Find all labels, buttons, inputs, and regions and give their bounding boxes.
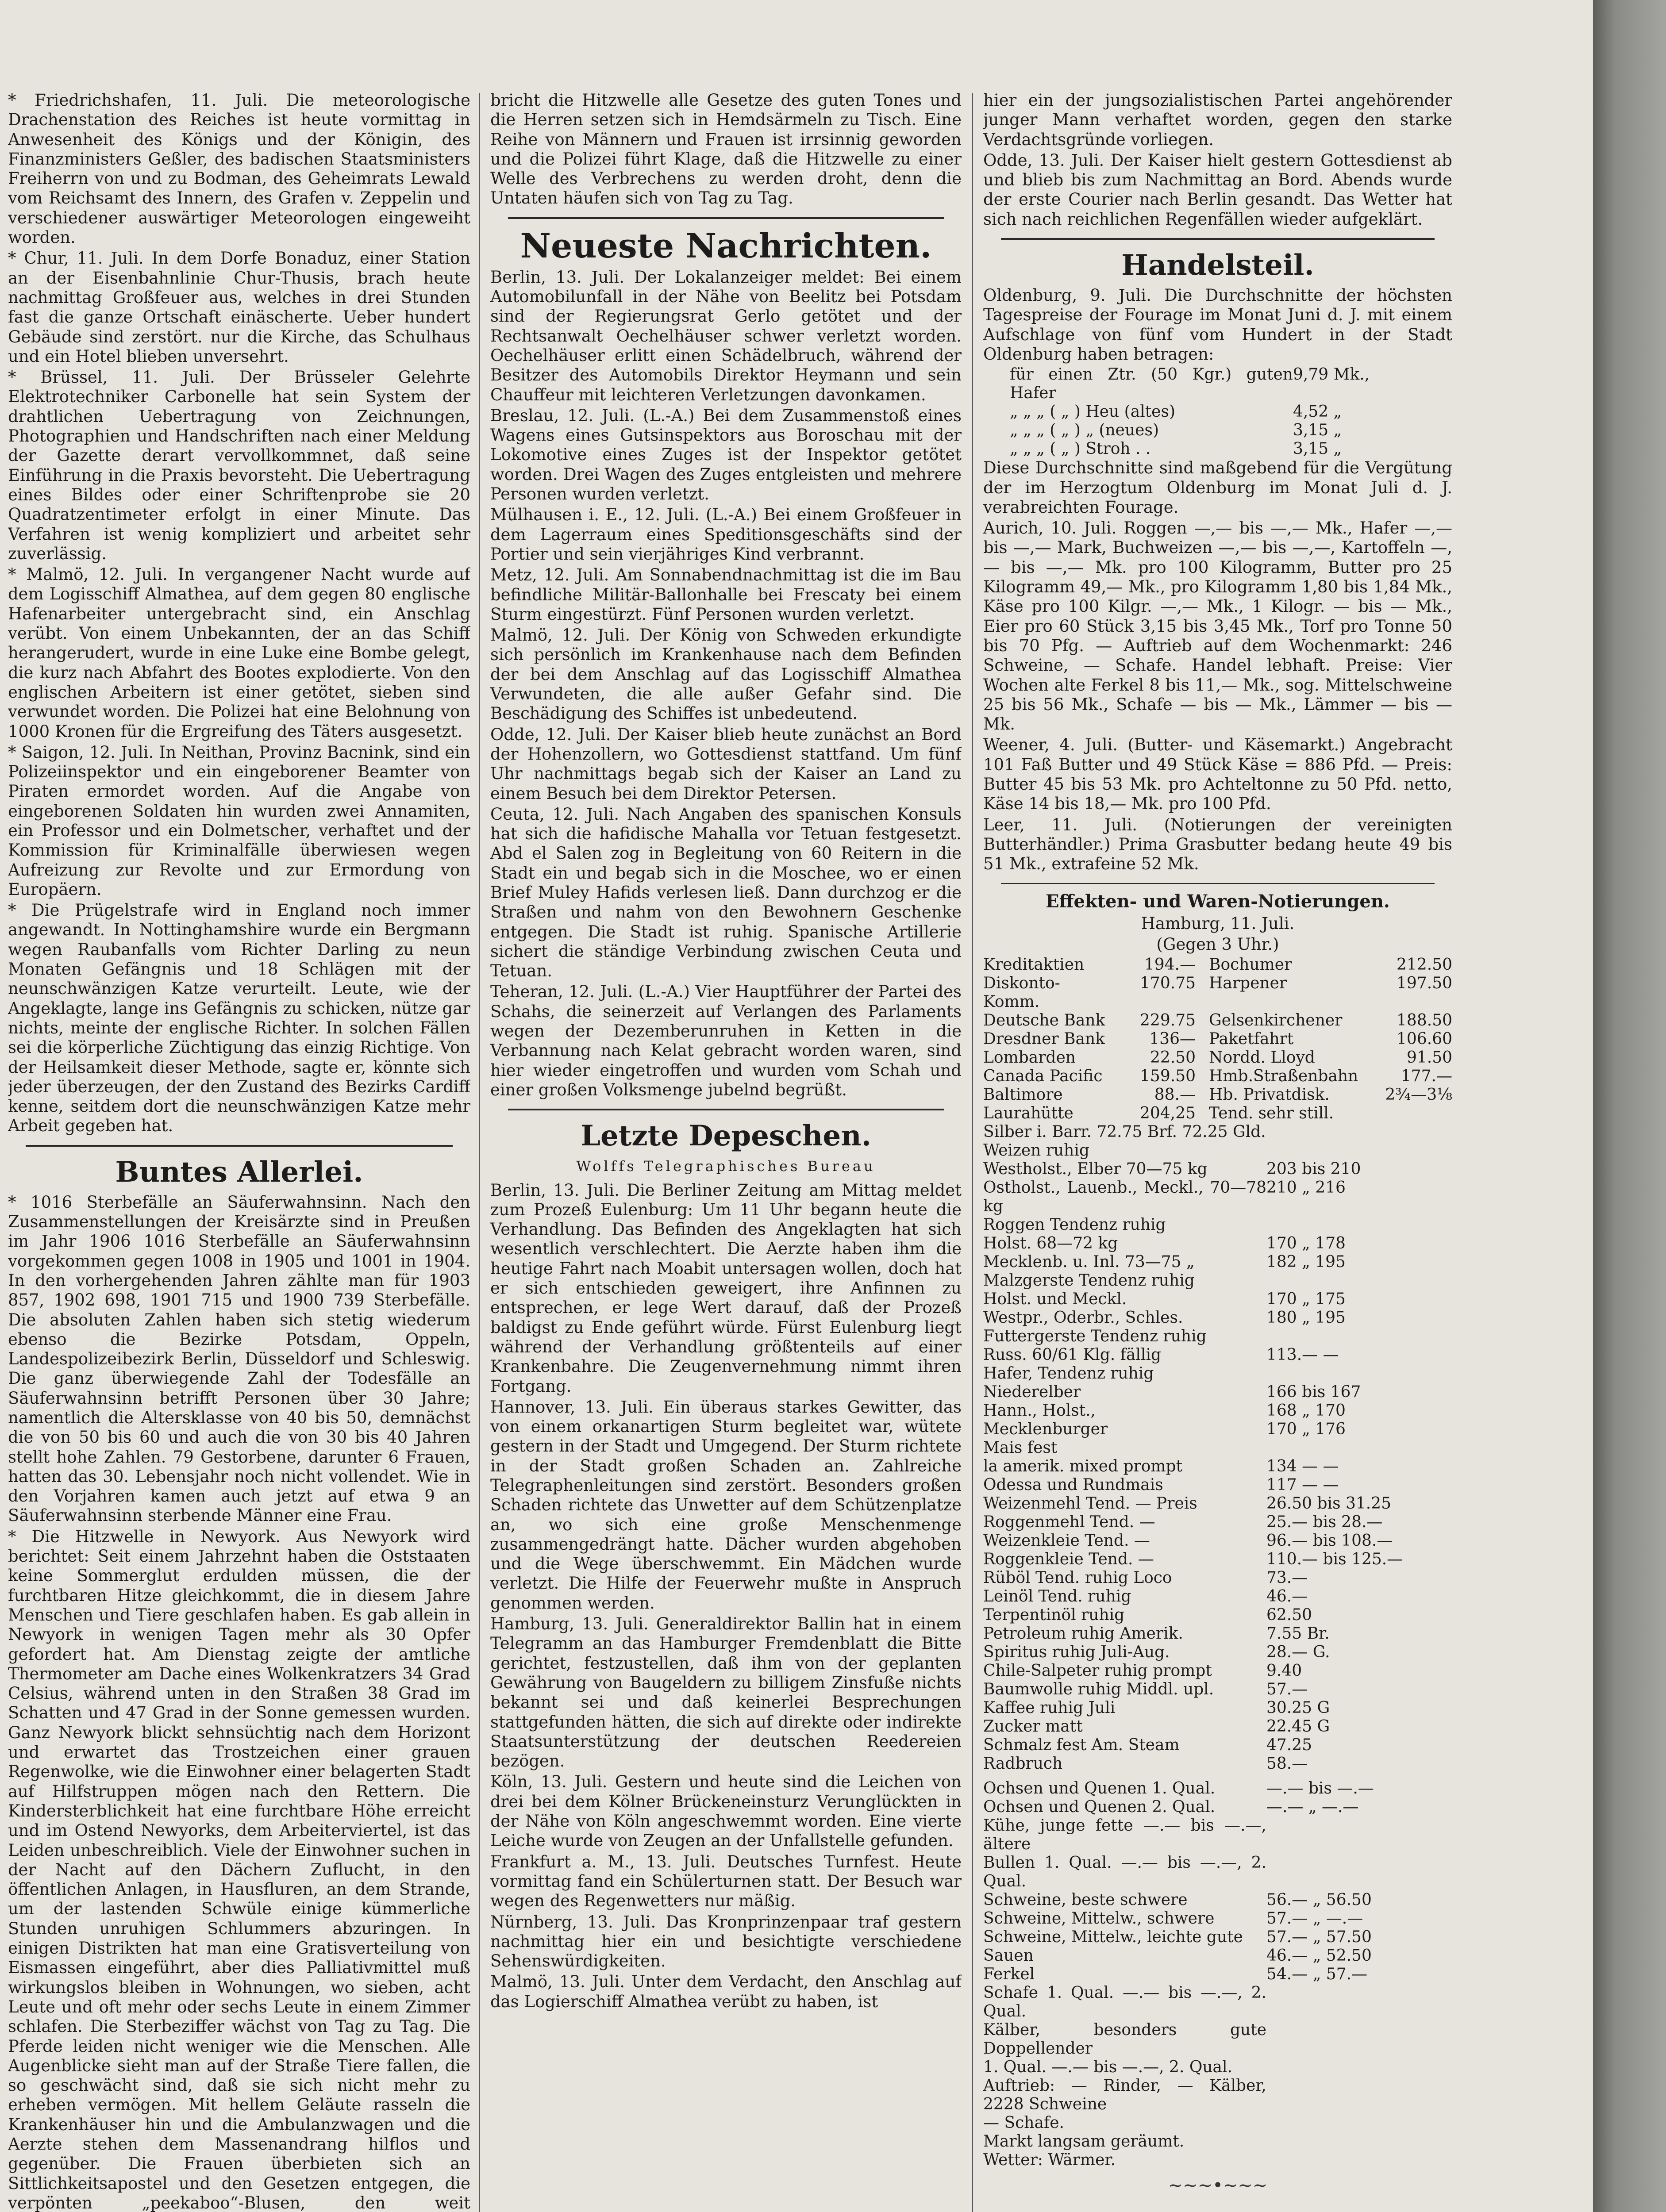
commodities-label: Radbruch [983, 1755, 1063, 1773]
stock-name: Hb. Privatdisk. [1209, 1086, 1330, 1104]
commodities-value: 73.— [1266, 1569, 1308, 1587]
commodities-label: Mecklenburger [983, 1420, 1108, 1439]
news-item: Malmö, 12. Juli. Der König von Schweden erkundigte sich persönlich im Krankenhause nach dem Befinden der bei dem Anschlag auf das Logisschiff Almathea Verwundeten, die alle außer Gefahr sind. Die Beschädigung des Schiffes ist unbedeutend. [490, 626, 962, 723]
vieh-label: Bullen 1. Qual. —.— bis —.—, 2. Qual. [983, 1854, 1266, 1891]
commodities-row [983, 1717, 1452, 1736]
vieh-label: Wetter: Wärmer. [983, 2151, 1116, 2170]
vieh-value: 57.— „ —.— [1266, 1909, 1363, 1928]
commodities-value: 170 „ 178 [1266, 1234, 1346, 1253]
news-item: * 1016 Sterbefälle an Säuferwahnsinn. Nach den Zusammenstellungen der Kreisärzte sind in Preußen im Jahr 1906 1016 Sterbefälle an Säuferwahnsinn vorgekommen gegen 1008 in 1905 und 1001 in 1904. In den vorhergehenden Jahren zählte man für 1903 857, 1902 698, 1901 715 und 1900 739 Sterbefälle. Die absoluten Zahlen haben sich stetig wiederum ebenso die Bezirke Potsdam, Oppeln, Landespolizeibezirk Berlin, Düsseldorf und Schleswig. Die ganz überwiegende Zahl der Todesfälle an Säuferwahnsinn betrifft Personen über 30 Jahre; namentlich die Altersklasse von 40 bis 50, demnächst die von 50 bis 60 und auch die von 30 bis 40 Jahren stellt hohe Zahlen. 79 Gestorbene, darunter 6 Frauen, hatten das 30. Lebensjahr noch nicht vollendet. Wie in den Vorjahren kamen auch jetzt auf etwa 9 an Säuferwahnsinn sterbende Männer eine Frau. [8, 1192, 470, 1525]
commodities-label: Zucker matt [983, 1717, 1083, 1736]
commodities-label: Hann., Holst., [983, 1402, 1096, 1420]
commodities-value: 166 bis 167 [1266, 1383, 1361, 1402]
vieh-label: Kühe, junge fette —.— bis —.—, ältere [983, 1816, 1266, 1854]
commodities-value [1266, 1141, 1452, 1160]
livestock-table [983, 1779, 1452, 2170]
vieh-row [983, 2021, 1452, 2058]
commodities-row [983, 1606, 1452, 1624]
news-item: * Brüssel, 11. Juli. Der Brüsseler Gelehrte Elektrotechniker Carbonelle hat sein System der drahtlichen Uebertragung von Zeichnungen, Photographien und Handschriften nach einer Meldung der Gazette derart vervollkommnet, daß seine Einführung in die Praxis bevorsteht. Die Uebertragung eines Bildes oder einer Schriftenprobe sie 20 Quadratzentimeter erfolgt in einer Minute. Das Verfahren ist wenig kompliziert und arbeitet sehr zuverlässig. [8, 368, 470, 563]
news-item: Berlin, 13. Juli. Der Lokalanzeiger meldet: Bei einem Automobilunfall in der Nähe von Beelitz bei Potsdam sind der Regierungsrat Gerlo getötet und der Rechtsanwalt Oechelhäuser schwer verletzt worden. Oechelhäuser erlitt einen Schädelbruch, während der Besitzer des Automobils Direktor Heymann und sein Chauffeur mit leichteren Verletzungen davonkamen. [490, 267, 962, 404]
vieh-label: Schafe 1. Qual. —.— bis —.—, 2. Qual. [983, 1984, 1266, 2021]
commodities-value: 25.— bis 28.— [1266, 1513, 1383, 1532]
stock-price: 212.50 [1397, 956, 1452, 974]
section-heading: Neueste Nachrichten. [520, 226, 932, 265]
page-edge-shadow [1593, 0, 1666, 2212]
commodities-label: Mecklenb. u. Inl. 73—75 „ [983, 1253, 1195, 1271]
commodities-value [1266, 1439, 1452, 1457]
commodities-row [983, 1662, 1452, 1680]
vieh-value [1266, 1854, 1452, 1891]
commodities-value: 62.50 [1266, 1606, 1312, 1624]
commodities-label: Ostholst., Lauenb., Meckl., 70—78 kg [983, 1179, 1266, 1216]
commodities-label: Spiritus ruhig Juli-Aug. [983, 1643, 1170, 1662]
commodities-value [1266, 1216, 1452, 1234]
commodities-row [983, 1179, 1452, 1216]
stock-row [983, 1104, 1452, 1123]
fourage-label: „ „ „ ( „ ) „ (neues) [1010, 421, 1159, 440]
news-item: * Malmö, 12. Juli. In vergangener Nacht wurde auf dem Logisschiff Almathea, auf dem gegen 80 englische Hafenarbeiter untergebracht sind, ein Anschlag verübt. Von einem Unbekannten, der an das Schiff herangerudert, wurde in eine Luke eine Bombe gelegt, die kurz nach Abfahrt des Bootes explodierte. Von den englischen Arbeitern ist einer getötet, sieben sind verwundet worden. Die Polizei hat eine Belohnung von 1000 Kronen für die Ergreifung des Täters ausgesetzt. [8, 565, 470, 741]
vieh-value [1266, 2151, 1452, 2170]
commodities-label: Leinöl Tend. ruhig [983, 1587, 1131, 1606]
commodities-row [983, 1309, 1452, 1327]
commodities-row [983, 1290, 1452, 1309]
news-item: * Die Hitzwelle in Newyork. Aus Newyork wird berichtet: Seit einem Jahrzehnt haben die Oststaaten keine Sommerglut erdulden müssen, die der furchtbaren Hitze gleichkommt, die in diesem Jahre Menschen und Tiere geschlafen haben. Es gab allein in Newyork in wenigen Tagen mehr als 30 Opfer gefordert hat. Am Dienstag zeigte der amtliche Thermometer am Dache eines Wolkenkratzers 34 Grad Celsius, während unten in den Straßen 38 Grad im Schatten und 47 Grad in der Sonne gemessen wurden. Ganz Newyork blickt sehnsüchtig nach dem Horizont und erwartet das Trostzeichen einer grauen Regenwolke, wie die Einwohner einer belagerten Stadt auf Hilfstruppen mögen nach den Rettern. Die Kindersterblichkeit hat eine furchtbare Höhe erreicht und im Ostend Newyorks, dem Arbeiterviertel, ist das Leiden unbeschreiblich. Viele der Einwohner suchen in der Nacht auf den Dächern Zuflucht, in den öffentlichen Anlagen, in Hausfluren, an dem Strande, um der lastenden Schwüle einige kümmerliche Stunden unruhigen Schlummers abzuringen. In einigen Distrikten hat man eine Gratisverteilung von Eismassen eingeführt, aber dies Palliativmittel muß wirkungslos bleiben in Wohnungen, wo sieben, acht Leute und oft mehr oder sechs Leute in einem Zimmer schlafen. Die Sterbeziffer wächst von Tag zu Tag. Die Pferde leiden nicht weniger wie die Menschen. Alle Augenblicke sieht man auf der Straße Tiere fallen, die so geschwächt sind, daß sie sich nicht mehr zu erheben vermögen. Mit hellem Geläute rasseln die Krankenhäuser hin und die Ambulanzwagen und die Aerzte stehen dem Massenandrang hilflos und gegenüber. Die Frauen überbieten sich an Sittlichkeitsapostel und den Gesetzen entgegen, die verpönten „peekaboo“-Blusen, den weit [8, 1527, 470, 2212]
commodities-row [983, 1587, 1452, 1606]
commodities-value: 96.— bis 108.— [1266, 1532, 1393, 1550]
commodities-label: Futtergerste Tendenz ruhig [983, 1327, 1207, 1346]
news-item: * Saigon, 12. Juli. In Neithan, Provinz Bacnink, sind ein Polizeiinspektor und ein eingeborener Beamter von Piraten ermordet worden. Auf die Angabe von eingeborenen Soldaten hin wurden zwei Annamiten, ein Professor und ein Dolmetscher, verhaftet und der Kommission für Kriminalfälle überwiesen wegen Aufreizung zur Revolte und zur Ermordung von Europäern. [8, 742, 470, 899]
commodities-label: Niederelber [983, 1383, 1081, 1402]
commodities-label: Hafer, Tendenz ruhig [983, 1364, 1154, 1383]
commodities-value: 46.— [1266, 1587, 1308, 1606]
stock-price [1355, 1104, 1452, 1123]
vieh-value: 46.— „ 52.50 [1266, 1947, 1372, 1965]
news-item: Hamburg, 13. Juli. Generaldirektor Ballin hat in einem Telegramm an das Hamburger Fremdenblatt die Bitte gerichtet, festzustellen, daß ihm von der geplanten Gewährung von Baugeldern zu billigem Zinsfuße nichts bekannt sei und daß keinerlei Besprechungen stattgefunden hätten, die sich auf direkte oder indirekte Staatsunterstützung der deutschen Reedereien bezögen. [490, 1614, 962, 1771]
commodities-row [983, 1736, 1452, 1755]
commodities-row [983, 1680, 1452, 1699]
stock-price: 188.50 [1397, 1011, 1452, 1030]
commodities-row [983, 1160, 1452, 1179]
commodities-label: Odessa und Rundmais [983, 1476, 1163, 1494]
commodities-label: la amerik. mixed prompt [983, 1457, 1183, 1476]
news-item: * Die Prügelstrafe wird in England noch immer angewandt. In Nottinghamshire wurde ein Bergmann wegen Raubanfalls vom Richter Darling zu neun Monaten Gefängnis und 18 Schlägen mit der neunschwänzigen Katze verurteilt. Leute, wie der Angeklagte, lange ins Gefängnis zu schicken, nütze gar nichts, meinte der englische Richter. In solchen Fällen sei die körperliche Züchtigung das einzig Richtige. Von der Heilsamkeit dieser Methode, sagte er, könnte sich jeder überzeugen, der den Zustand des Bezirks Cardiff kenne, seitdem dort die neunschwänzigen Katze mehr Arbeit gegeben hat. [8, 901, 470, 1136]
vieh-label: Schweine, beste schwere [983, 1891, 1188, 1909]
vieh-row [983, 1854, 1452, 1891]
stock-price: 177.— [1401, 1067, 1452, 1086]
commodities-value: 170 „ 175 [1266, 1290, 1346, 1309]
vieh-row [983, 1798, 1452, 1816]
stock-price: 197.50 [1397, 974, 1452, 993]
stock-price: 2¾—3⅛ [1385, 1086, 1452, 1104]
commodities-row [983, 1271, 1452, 1290]
vieh-value: —.— bis —.— [1266, 1779, 1374, 1798]
commodities-label: Chile-Salpeter ruhig prompt [983, 1662, 1212, 1680]
stock-name: Hmb.Straßenbahn [1209, 1067, 1358, 1086]
stock-price: 204,25 [1140, 1104, 1196, 1123]
vieh-value [1266, 2132, 1452, 2151]
commodities-row [983, 1123, 1452, 1141]
stock-name: Kreditaktien [983, 956, 1085, 974]
section-divider [508, 1109, 944, 1110]
stock-name: Canada Pacific [983, 1067, 1103, 1086]
commodities-value [1266, 1123, 1452, 1141]
vieh-row [983, 2058, 1452, 2077]
news-item: Odde, 12. Juli. Der Kaiser blieb heute zunächst an Bord der Hohenzollern, wo Gottesdienst stattfand. Um fünf Uhr nachmittags begab sich der Kaiser an Land zu einem Besuch bei dem Direktor Petersen. [490, 725, 962, 803]
commodities-value: 182 „ 195 [1266, 1253, 1346, 1271]
commodities-label: Holst. 68—72 kg [983, 1234, 1118, 1253]
vieh-row [983, 1928, 1452, 1947]
vieh-row [983, 1891, 1452, 1909]
stock-row [983, 956, 1452, 974]
news-item: Köln, 13. Juli. Gestern und heute sind die Leichen von drei bei dem Kölner Brückeneinsturz Verunglückten in der Nähe von Köln angeschwemmt worden. Eine vierte Leiche wurde von Zeugen an der Unfallstelle gefunden. [490, 1772, 962, 1851]
commodities-row [983, 1420, 1452, 1439]
column-1 [8, 91, 470, 2212]
fourage-label: „ „ „ ( „ ) Heu (altes) [1010, 403, 1175, 421]
vieh-row [983, 1816, 1452, 1854]
vieh-value [1266, 1816, 1452, 1854]
column-2 [490, 91, 962, 2212]
vieh-row [983, 2151, 1452, 2170]
stock-price: 88.— [1154, 1086, 1196, 1104]
stock-name: Nordd. Lloyd [1209, 1048, 1315, 1067]
market-report: Leer, 11. Juli. (Notierungen der vereinigten Butterhändler.) Prima Grasbutter bedang heute 49 bis 51 Mk., extrafeine 52 Mk. [983, 815, 1452, 874]
vieh-label: Kälber, besonders gute Doppellender [983, 2021, 1266, 2058]
commodities-label: Kaffee ruhig Juli [983, 1699, 1116, 1717]
stock-price: 91.50 [1406, 1048, 1452, 1067]
vieh-label: — Schafe. [983, 2114, 1064, 2132]
commodities-row [983, 1643, 1452, 1662]
commodities-row [983, 1755, 1452, 1773]
commodities-label: Holst. und Meckl. [983, 1290, 1127, 1309]
commodities-row [983, 1457, 1452, 1476]
stock-name: Tend. sehr still. [1209, 1104, 1334, 1123]
commodities-label: Rüböl Tend. ruhig Loco [983, 1569, 1172, 1587]
stock-row [983, 1030, 1452, 1048]
commodities-row [983, 1476, 1452, 1494]
commodities-value: 58.— [1266, 1755, 1308, 1773]
commodities-row [983, 1141, 1452, 1160]
stock-row [983, 1086, 1452, 1104]
section-divider [1001, 883, 1435, 884]
commodities-label: Weizenkleie Tend. — [983, 1532, 1150, 1550]
stock-table [983, 956, 1452, 1123]
commodities-value: 203 bis 210 [1266, 1160, 1361, 1179]
vieh-row [983, 1947, 1452, 1965]
news-item: Berlin, 13. Juli. Die Berliner Zeitung am Mittag meldet zum Prozeß Eulenburg: Um 11 Uhr begann heute die Verhandlung. Das Befinden des Angeklagten hat sich wesentlich verschlechtert. Die Aerzte haben ihm die heutige Fahrt nach Moabit untersagen wollen, doch hat er sich entschieden geweigert, ihre Anfinnen zu entsprechen, er lege Wert darauf, daß der Prozeß baldigst zu Ende geführt würde. Fürst Eulenburg liegt während der Verhandlung größtenteils auf einer Krankenbahre. Die Zeugenvernehmung nimmt ihren Fortgang. [490, 1180, 962, 1396]
commodities-label: Roggenkleie Tend. — [983, 1550, 1154, 1569]
commodities-label: Westpr., Oderbr., Schles. [983, 1309, 1183, 1327]
vieh-row [983, 2077, 1452, 2114]
commodities-value: 22.45 G [1266, 1717, 1330, 1736]
commodities-row [983, 1439, 1452, 1457]
vieh-label: Ferkel [983, 1965, 1035, 1984]
stock-name: Paketfahrt [1209, 1030, 1294, 1048]
vieh-row [983, 2132, 1452, 2151]
fourage-value: 4,52 „ [1293, 403, 1342, 421]
commodities-value: 26.50 bis 31.25 [1266, 1494, 1392, 1513]
commodities-value [1266, 1364, 1452, 1383]
vieh-label: Markt langsam geräumt. [983, 2132, 1185, 2151]
commodities-row [983, 1513, 1452, 1532]
vieh-value: —.— „ —.— [1266, 1798, 1359, 1816]
commodities-label: Silber i. Barr. 72.75 Brf. 72.25 Gld. [983, 1123, 1266, 1141]
vieh-value [1266, 2058, 1452, 2077]
quotation-dateline: Hamburg, 11. Juli. [1141, 914, 1295, 933]
commodities-value: 134 — — [1266, 1457, 1339, 1476]
commodities-label: Schmalz fest Am. Steam [983, 1736, 1180, 1755]
commodities-row [983, 1234, 1452, 1253]
fourage-row [983, 440, 1452, 458]
section-heading: Handelsteil. [1121, 249, 1314, 282]
stock-price: 170.75 [1140, 974, 1196, 993]
commodities-row [983, 1402, 1452, 1420]
news-item: Breslau, 12. Juli. (L.-A.) Bei dem Zusammenstoß eines Wagens eines Gutsinspektors aus Boroschau mit der Lokomotive eines Zuges ist der Inspektor getötet worden. Drei Wagen des Zuges entgleisten und mehrere Personen wurden verletzt. [490, 406, 962, 504]
news-item: Teheran, 12. Juli. (L.-A.) Vier Hauptführer der Partei des Schahs, die seinerzeit auf Verlangen des Parlaments wegen der Dezemberunruhen in Ketten in die Verbannung nach Kelat gebracht worden waren, sind hier wieder eingetroffen und wurden vom Schah und einer großen Volksmenge jubelnd begrüßt. [490, 982, 962, 1099]
commodities-value: 170 „ 176 [1266, 1420, 1346, 1439]
stock-price: 229.75 [1140, 1011, 1196, 1030]
fourage-row [983, 421, 1452, 440]
section-divider [508, 217, 944, 219]
commodities-value: 9.40 [1266, 1662, 1302, 1680]
vieh-value [1266, 2114, 1452, 2132]
section-divider [26, 1145, 453, 1147]
commodities-value [1266, 1271, 1452, 1290]
stock-name: Lombarden [983, 1048, 1076, 1067]
stock-name: Bochumer [1209, 956, 1292, 974]
stock-price: 159.50 [1140, 1067, 1196, 1086]
commodities-label: Terpentinöl ruhig [983, 1606, 1125, 1624]
commodities-value: 210 „ 216 [1266, 1179, 1346, 1197]
commodities-label: Roggenmehl Tend. — [983, 1513, 1155, 1532]
commodities-value: 168 „ 170 [1266, 1402, 1346, 1420]
fourage-value: 3,15 „ [1293, 421, 1342, 440]
end-ornament: ~~~•~~~ [1168, 2175, 1268, 2196]
vieh-value: 57.— „ 57.50 [1266, 1928, 1372, 1947]
commodities-value: 7.55 Br. [1266, 1624, 1330, 1643]
stock-price: 106.60 [1397, 1030, 1452, 1048]
commodities-label: Roggen Tendenz ruhig [983, 1216, 1166, 1234]
section-subheading: Wolffs Telegraphisches Bureau [576, 1158, 876, 1175]
market-report: Oldenburg, 9. Juli. Die Durchschnitte der höchsten Tagespreise der Fourage im Monat Juni d. J. mit einem Aufschlage von fünf vom Hundert in der Stadt Oldenburg haben betragen: [983, 286, 1452, 364]
vieh-row [983, 1984, 1452, 2021]
stock-row [983, 974, 1452, 1011]
fourage-value: 9,79 Mk., [1293, 365, 1370, 384]
quotation-time: (Gegen 3 Uhr.) [1156, 935, 1279, 954]
fourage-row [983, 365, 1452, 403]
section-divider [1001, 238, 1435, 240]
stock-price: 22.50 [1150, 1048, 1196, 1067]
vieh-row [983, 1965, 1452, 1984]
commodities-value: 180 „ 195 [1266, 1309, 1346, 1327]
commodities-row [983, 1216, 1452, 1234]
fourage-label: für einen Ztr. (50 Kgr.) guten Hafer [1010, 365, 1293, 403]
commodities-row [983, 1532, 1452, 1550]
stock-name: Baltimore [983, 1086, 1063, 1104]
commodities-row [983, 1383, 1452, 1402]
news-item: * Chur, 11. Juli. In dem Dorfe Bonaduz, einer Station an der Eisenbahnlinie Chur-Thusis, brach heute nachmittag Großfeuer aus, welches in drei Stunden fast die ganze Ortschaft einäscherte. Ueber hundert Gebäude sind zerstört. nur die Kirche, das Schulhaus und ein Hotel blieben unversehrt. [8, 249, 470, 366]
market-report: Weener, 4. Juli. (Butter- und Käsemarkt.) Angebracht 101 Faß Butter und 49 Stück Käse = 886 Pfd. — Preis: Butter 45 bis 53 Mk. pro Achteltonne zu 50 Pfd. netto, Käse 14 bis 18,— Mk. pro 100 Pfd. [983, 735, 1452, 814]
stock-row [983, 1011, 1452, 1030]
commodities-label: Russ. 60/61 Klg. fällig [983, 1346, 1162, 1364]
news-item: Mülhausen i. E., 12. Juli. (L.-A.) Bei einem Großfeuer in dem Lagerraum eines Speditionsgeschäfts sind der Portier und sein vierjähriges Kind verbrannt. [490, 505, 962, 564]
column-rule-2 [972, 93, 973, 2212]
vieh-value [1266, 1984, 1452, 2021]
vieh-label: Schweine, Mittelw., schwere [983, 1909, 1215, 1928]
commodities-row [983, 1253, 1452, 1271]
vieh-row [983, 2114, 1452, 2132]
commodities-value: 57.— [1266, 1680, 1308, 1699]
fourage-label: „ „ „ ( „ ) Stroh . . [1010, 440, 1151, 458]
market-report: Diese Durchschnitte sind maßgebend für die Vergütung der im Herzogtum Oldenburg im Monat Juli d. J. verabreichten Fourage. [983, 458, 1452, 517]
commodities-value: 113.— — [1266, 1346, 1339, 1364]
commodities-row [983, 1364, 1452, 1383]
vieh-label: 1. Qual. —.— bis —.—, 2. Qual. [983, 2058, 1232, 2077]
news-item: Metz, 12. Juli. Am Sonnabendnachmittag ist die im Bau befindliche Militär-Ballonhalle bei Frescaty bei einem Sturm eingestürzt. Fünf Personen wurden verletzt. [490, 565, 962, 624]
stock-name: Harpener [1209, 974, 1287, 993]
commodity-table [983, 1123, 1452, 1773]
stock-row [983, 1048, 1452, 1067]
commodities-value: 117 — — [1266, 1476, 1339, 1494]
quotation-title: Effekten- und Waren-Notierungen. [1046, 891, 1390, 912]
stock-name: Diskonto-Komm. [983, 974, 1060, 1011]
commodities-value: 110.— bis 125.— [1266, 1550, 1403, 1569]
fourage-table [983, 365, 1452, 458]
commodities-row [983, 1327, 1452, 1346]
commodities-label: Westholst., Elber 70—75 kg [983, 1160, 1208, 1179]
stock-price: 136— [1149, 1030, 1196, 1048]
commodities-row [983, 1699, 1452, 1717]
vieh-label: Schweine, Mittelw., leichte gute [983, 1928, 1243, 1947]
stock-name: Gelsenkirchener [1209, 1011, 1343, 1030]
commodities-label: Malzgerste Tendenz ruhig [983, 1271, 1195, 1290]
commodities-label: Baumwolle ruhig Middl. upl. [983, 1680, 1214, 1699]
commodities-row [983, 1624, 1452, 1643]
vieh-label: Auftrieb: — Rinder, — Kälber, 2228 Schweine [983, 2077, 1266, 2114]
commodities-value: 47.25 [1266, 1736, 1312, 1755]
commodities-row [983, 1550, 1452, 1569]
stock-name: Deutsche Bank [983, 1011, 1105, 1030]
vieh-row [983, 1779, 1452, 1798]
news-item: Frankfurt a. M., 13. Juli. Deutsches Turnfest. Heute vormittag fand ein Schülerturnen statt. Der Besuch war wegen des Regenwetters nur mäßig. [490, 1852, 962, 1911]
vieh-row [983, 1909, 1452, 1928]
fourage-value: 3,15 „ [1293, 440, 1342, 458]
stock-name: Laurahütte [983, 1104, 1073, 1123]
news-item: Malmö, 13. Juli. Unter dem Verdacht, den Anschlag auf das Logierschiff Almathea verübt zu haben, ist [490, 1972, 962, 2011]
stock-row [983, 1067, 1452, 1086]
commodities-row [983, 1569, 1452, 1587]
vieh-value [1266, 2021, 1452, 2058]
stock-name: Dresdner Bank [983, 1030, 1105, 1048]
news-item: Hannover, 13. Juli. Ein überaus starkes Gewitter, das von einem orkanartigen Sturm begleitet war, wütete gestern in der Stadt und Umgegend. Der Sturm richtete in der Stadt großen Schaden an. Zahlreiche Telegraphenleitungen sind zerstört. Besonders großen Schaden richtete das Unwetter auf dem Schützenplatze an, wo sich eine große Menschenmenge zusammengedrängt hatte. Dächer wurden abgehoben und die Wege überschwemmt. Ein Mädchen wurde verletzt. Die Hilfe der Feuerwehr mußte in Anspruch genommen werden. [490, 1397, 962, 1613]
news-item: bricht die Hitzwelle alle Gesetze des guten Tones und die Herren setzen sich in Hemdsärmeln zu Tisch. Eine Reihe von Männern und Frauen ist irrsinnig geworden und die Polizei führt Klage, daß die Hitzwelle zu einer Welle des Verbrechens zu werden droht, denn die Untaten häufen sich von Tag zu Tag. [490, 91, 962, 208]
stock-price: 194.— [1144, 956, 1196, 974]
vieh-value [1266, 2077, 1452, 2114]
section-heading: Buntes Allerlei. [115, 1155, 363, 1189]
vieh-label: Ochsen und Quenen 1. Qual. [983, 1779, 1216, 1798]
vieh-label: Ochsen und Quenen 2. Qual. [983, 1798, 1216, 1816]
commodities-value: 30.25 G [1266, 1699, 1330, 1717]
commodities-value: 28.— G. [1266, 1643, 1330, 1662]
commodities-label: Weizen ruhig [983, 1141, 1089, 1160]
fourage-row [983, 403, 1452, 421]
news-item: Odde, 13. Juli. Der Kaiser hielt gestern Gottesdienst ab und blieb bis zum Nachmittag an Bord. Abends wurde der erste Courier nach Berlin gesandt. Das Wetter hat sich nach reichlichen Regenfällen wieder aufgeklärt. [983, 150, 1452, 229]
commodities-row [983, 1346, 1452, 1364]
commodities-row [983, 1494, 1452, 1513]
commodities-label: Petroleum ruhig Amerik. [983, 1624, 1183, 1643]
commodities-value [1266, 1327, 1452, 1346]
column-3 [983, 91, 1452, 2212]
news-item: Nürnberg, 13. Juli. Das Kronprinzenpaar traf gestern nachmittag hier ein und besichtigte verschiedene Sehenswürdigkeiten. [490, 1912, 962, 1971]
vieh-value: 56.— „ 56.50 [1266, 1891, 1372, 1909]
news-item: hier ein der jungsozialistischen Partei angehörender junger Mann verhaftet worden, gegen den starke Verdachtsgründe vorliegen. [983, 91, 1452, 149]
vieh-label: Sauen [983, 1947, 1034, 1965]
column-rule-1 [479, 93, 480, 2212]
commodities-label: Weizenmehl Tend. — Preis [983, 1494, 1197, 1513]
news-item: Ceuta, 12. Juli. Nach Angaben des spanischen Konsuls hat sich die hafidische Mahalla vor Tetuan festgesetzt. Abd el Salen zog in Begleitung von 60 Reitern in die Stadt ein und begab sich in die Moschee, wo er einen Brief Muley Hafids verlesen ließ. Dann durchzog er die Straßen und nahm von den Bewohnern Geschenke entgegen. Die Stadt ist ruhig. Spanische Artillerie sichert die ständige Verbindung zwischen Ceuta und Tetuan. [490, 804, 962, 981]
commodities-label: Mais fest [983, 1439, 1058, 1457]
market-report: Aurich, 10. Juli. Roggen —,— bis —,— Mk., Hafer —,— bis —,— Mark, Buchweizen —,— bis —,—, Kartoffeln —,— bis —,— Mk. pro 100 Kilogramm, Butter pro 25 Kilogramm 49,— Mk., pro Kilogramm 1,80 bis 1,84 Mk., Käse pro 100 Kilgr. —,— Mk., 1 Kilogr. — bis — Mk., Eier pro 60 Stück 3,15 bis 3,45 Mk., Torf pro Tonne 50 bis 70 Pfg. — Auftrieb auf dem Wochenmarkt: 246 Schweine, — Schafe. Handel lebhaft. Preise: Vier Wochen alte Ferkel 8 bis 11,— Mk., sog. Mittelschweine 25 bis 56 Mk., Schafe — bis — Mk., Lämmer — bis — Mk. [983, 518, 1452, 734]
vieh-value: 54.— „ 57.— [1266, 1965, 1368, 1984]
section-heading: Letzte Depeschen. [581, 1119, 871, 1153]
news-item: * Friedrichshafen, 11. Juli. Die meteorologische Drachenstation des Reiches ist heute vormittag in Anwesenheit des Königs und der Königin, des Finanzministers Geßler, des badischen Staatsministers Freiherrn von und zu Bodman, des Geheimrats Lewald vom Reichsamt des Innern, des Grafen v. Zeppelin und verschiedener auswärtiger Meteorologen eingeweiht worden. [8, 91, 470, 247]
